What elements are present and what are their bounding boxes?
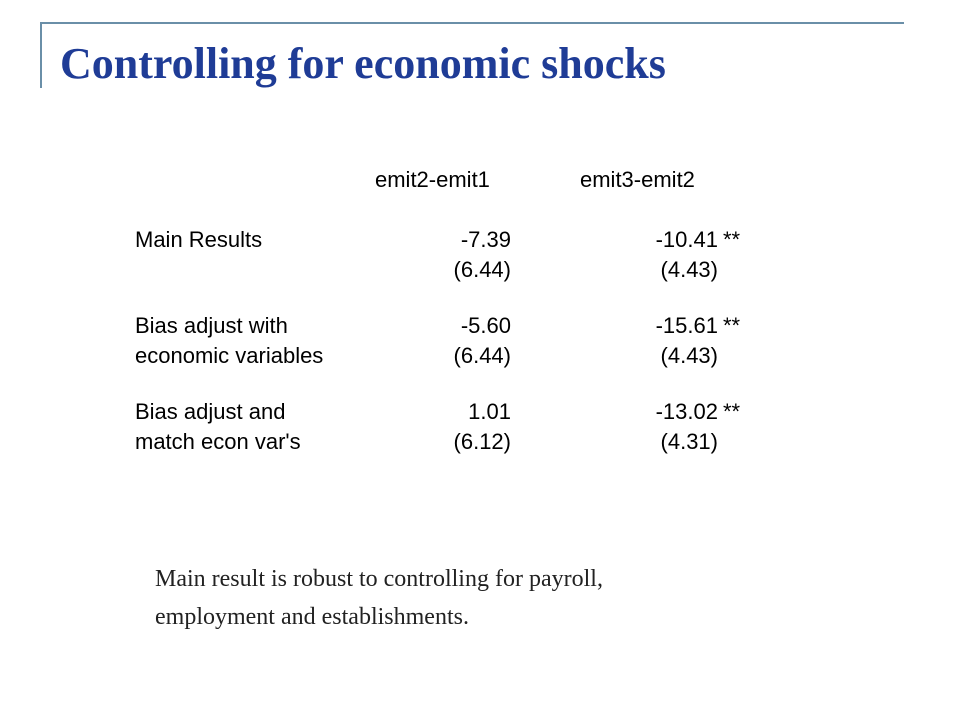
slide-title: Controlling for economic shocks [60, 39, 666, 88]
standard-error-cell: (6.44) [453, 343, 511, 368]
row-label-bias-adjust-and-line2: match econ var's [135, 429, 301, 454]
conclusion-note [155, 560, 855, 636]
standard-error-cell: (4.31) [660, 429, 718, 454]
row-label-bias-adjust-with-line2: economic variables [135, 343, 324, 368]
note-line: Main result is robust to controlling for payroll, [155, 566, 603, 592]
significance-marker: ** [723, 313, 741, 338]
estimate-cell: 1.01 [468, 399, 511, 424]
estimate-cell: -10.41 [655, 227, 718, 252]
standard-error-cell: (4.43) [660, 343, 718, 368]
standard-error-cell: (4.43) [660, 257, 718, 282]
significance-marker: ** [723, 227, 741, 252]
standard-error-cell: (6.12) [453, 429, 511, 454]
standard-error-cell: (6.44) [453, 257, 511, 282]
column-header-emit2-emit1: emit2-emit1 [375, 167, 490, 192]
estimate-cell: -15.61 [655, 313, 718, 338]
estimate-cell: -5.60 [460, 313, 511, 338]
row-label-main-results: Main Results [135, 227, 263, 252]
note-line: employment and establishments. [155, 604, 469, 630]
estimate-cell: -13.02 [655, 399, 718, 424]
row-label-bias-adjust-with: Bias adjust with [135, 313, 288, 338]
column-header-emit3-emit2: emit3-emit2 [580, 167, 695, 192]
estimate-cell: -7.39 [460, 227, 511, 252]
significance-marker: ** [723, 399, 741, 424]
row-label-bias-adjust-and: Bias adjust and [135, 399, 286, 424]
